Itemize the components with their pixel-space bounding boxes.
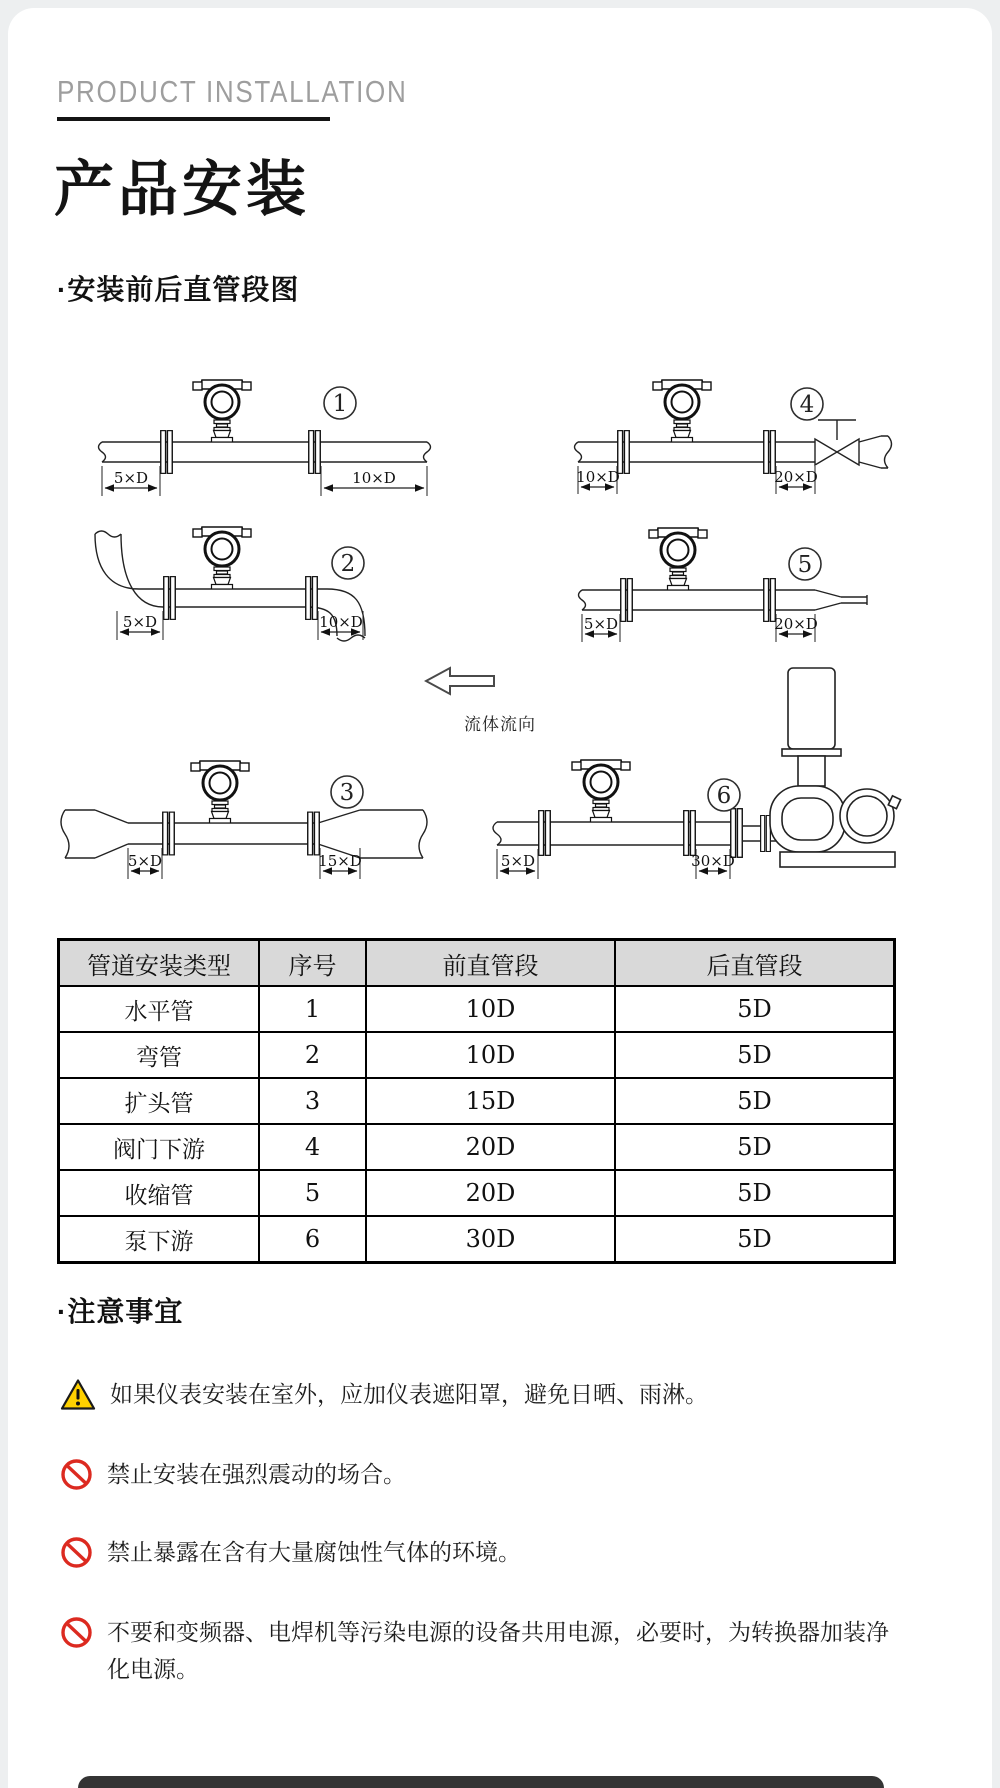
title-underline — [57, 117, 330, 121]
flange-icon — [306, 577, 318, 620]
table-cell: 水平管 — [59, 986, 260, 1032]
table-cell: 阀门下游 — [59, 1124, 260, 1170]
table-header-cell: 前直管段 — [366, 940, 615, 987]
note-item — [60, 1534, 920, 1571]
warning-triangle-icon — [60, 1378, 96, 1411]
note-item — [60, 1456, 920, 1493]
svg-text:3: 3 — [339, 780, 355, 806]
table-cell: 3 — [259, 1078, 366, 1124]
flow-direction-label: 流体流向 — [464, 715, 536, 734]
table-cell: 5D — [615, 1078, 895, 1124]
table-cell: 4 — [259, 1124, 366, 1170]
table-header-row — [59, 940, 895, 987]
diagram-number-badge — [708, 779, 740, 811]
flowmeter-icon — [572, 760, 630, 822]
pipe-diagram-3 — [50, 755, 450, 890]
pipe-diagram-1 — [75, 340, 450, 500]
table-cell: 10D — [366, 986, 615, 1032]
note-item — [60, 1376, 920, 1413]
table-cell: 10D — [366, 1032, 615, 1078]
table-header-cell: 管道安装类型 — [59, 940, 260, 987]
flange-icon — [161, 431, 173, 474]
note-text: 禁止安装在强烈震动的场合。 — [107, 1461, 406, 1487]
flowmeter-icon — [191, 761, 249, 823]
dim-label-left: 5×D — [113, 469, 149, 487]
pipe-diagram-6 — [430, 655, 898, 890]
dimension-annotations — [576, 466, 818, 494]
flange-icon — [309, 431, 321, 474]
no-entry-icon — [60, 1616, 93, 1649]
pipe-diagram-4 — [505, 340, 895, 500]
dim-label-right: 10×D — [352, 469, 396, 487]
dimension-annotations — [582, 614, 818, 642]
pipe-outline — [61, 810, 427, 858]
dimension-annotations — [102, 466, 427, 496]
pipe-outline — [99, 442, 431, 462]
svg-text:4: 4 — [799, 392, 815, 418]
dim-label-left: 5×D — [127, 852, 163, 870]
flange-icon — [163, 812, 175, 855]
diagram-number-badge — [332, 547, 364, 579]
flowmeter-icon — [193, 527, 251, 589]
note-text: 不要和变频器、电焊机等污染电源的设备共用电源，必要时，为转换器加装净化电源。 — [107, 1619, 889, 1683]
dim-label-right: 15×D — [318, 852, 362, 870]
pipe-diagram-2 — [75, 510, 405, 665]
no-entry-icon — [60, 1458, 93, 1491]
section-title-diagrams: ·安装前后直管段图 — [57, 274, 300, 305]
table-header-cell: 后直管段 — [615, 940, 895, 987]
note-text: 如果仪表安装在室外，应加仪表遮阳罩，避免日晒、雨淋。 — [110, 1381, 708, 1407]
svg-text:2: 2 — [340, 551, 356, 577]
flange-icon — [164, 577, 176, 620]
flowmeter-icon — [653, 380, 711, 442]
dim-label-right: 10×D — [319, 613, 363, 631]
table-row — [59, 1170, 895, 1216]
table-cell: 弯管 — [59, 1032, 260, 1078]
dimension-annotations — [497, 849, 735, 879]
table-cell: 20D — [366, 1124, 615, 1170]
page-title: 产品安装 — [54, 156, 310, 223]
flange-icon — [731, 809, 743, 858]
table-cell: 20D — [366, 1170, 615, 1216]
section-title-notes: ·注意事宜 — [57, 1296, 184, 1327]
svg-text:6: 6 — [716, 783, 732, 809]
pipe-diagram-5 — [505, 520, 895, 660]
eyebrow-title: PRODUCT INSTALLATION — [57, 74, 408, 109]
dim-label-right: 20×D — [774, 615, 818, 633]
table-cell: 2 — [259, 1032, 366, 1078]
diagram-number-badge — [791, 388, 823, 420]
note-item — [60, 1614, 920, 1689]
flange-icon — [764, 431, 776, 474]
dim-label-right: 20×D — [774, 468, 818, 486]
dim-label-right: 30×D — [691, 852, 735, 870]
table-cell: 泵下游 — [59, 1216, 260, 1263]
dim-label-left: 5×D — [583, 615, 619, 633]
diagram-number-badge — [324, 387, 356, 419]
dimension-annotations — [117, 611, 363, 640]
table-row — [59, 986, 895, 1032]
table-cell: 30D — [366, 1216, 615, 1263]
svg-text:5: 5 — [797, 552, 813, 578]
table-cell: 5 — [259, 1170, 366, 1216]
table-cell: 5D — [615, 1216, 895, 1263]
dim-label-left: 10×D — [576, 468, 620, 486]
table-row — [59, 1078, 895, 1124]
dim-label-left: 5×D — [122, 613, 158, 631]
flange-icon — [618, 431, 630, 474]
note-text: 禁止暴露在含有大量腐蚀性气体的环境。 — [107, 1539, 521, 1565]
table-row — [59, 1124, 895, 1170]
table-cell: 5D — [615, 986, 895, 1032]
dim-label-left: 5×D — [500, 852, 536, 870]
flange-icon — [621, 579, 633, 622]
table-cell: 5D — [615, 1124, 895, 1170]
table-row — [59, 1216, 895, 1263]
flange-icon — [684, 811, 696, 856]
table-cell: 5D — [615, 1032, 895, 1078]
flange-icon — [539, 811, 551, 856]
flange-icon — [761, 816, 771, 852]
svg-text:1: 1 — [332, 391, 348, 417]
table-cell: 扩头管 — [59, 1078, 260, 1124]
table-cell: 1 — [259, 986, 366, 1032]
diagram-number-badge — [789, 548, 821, 580]
flange-icon — [308, 812, 320, 855]
table-cell: 15D — [366, 1078, 615, 1124]
diagram-number-badge — [331, 776, 363, 808]
table-cell: 6 — [259, 1216, 366, 1263]
flowmeter-icon — [193, 380, 251, 442]
pump-icon — [770, 668, 901, 867]
no-entry-icon — [60, 1536, 93, 1569]
straight-run-table — [57, 938, 896, 1264]
flowmeter-icon — [649, 528, 707, 590]
footer-bar — [78, 1776, 884, 1788]
table-cell: 5D — [615, 1170, 895, 1216]
table-cell: 收缩管 — [59, 1170, 260, 1216]
table-row — [59, 1032, 895, 1078]
table-header-cell: 序号 — [259, 940, 366, 987]
